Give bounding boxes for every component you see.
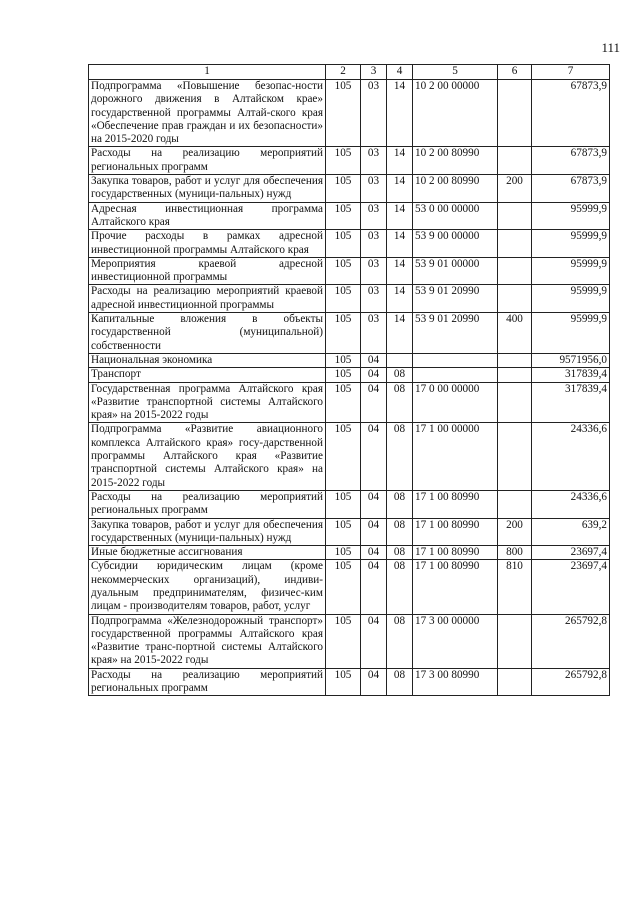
row-name: Государственная программа Алтайского края «Развитие транспортной системы Алтайского края» на 2015-2022 годы	[89, 382, 326, 423]
cell-expense-type	[498, 614, 532, 668]
cell-admin-code: 105	[326, 353, 361, 367]
cell-admin-code: 105	[326, 147, 361, 175]
row-name: Национальная экономика	[89, 353, 326, 367]
cell-expense-type	[498, 80, 532, 147]
cell-amount: 95999,9	[532, 230, 610, 258]
cell-amount: 24336,6	[532, 423, 610, 490]
cell-target-article: 53 9 01 20990	[413, 313, 498, 354]
cell-admin-code: 105	[326, 382, 361, 423]
row-name: Транспорт	[89, 368, 326, 382]
cell-admin-code: 105	[326, 546, 361, 560]
cell-target-article: 53 9 00 00000	[413, 230, 498, 258]
cell-target-article: 10 2 00 80990	[413, 147, 498, 175]
cell-subsection: 08	[387, 546, 413, 560]
cell-target-article: 17 1 00 80990	[413, 560, 498, 614]
cell-target-article	[413, 353, 498, 367]
table-row	[89, 423, 610, 490]
cell-section: 04	[361, 382, 387, 423]
cell-amount: 95999,9	[532, 285, 610, 313]
cell-amount: 265792,8	[532, 668, 610, 696]
table-row	[89, 80, 610, 147]
cell-expense-type	[498, 285, 532, 313]
cell-subsection: 14	[387, 313, 413, 354]
column-header: 4	[387, 65, 413, 80]
cell-subsection	[387, 353, 413, 367]
cell-amount: 23697,4	[532, 546, 610, 560]
cell-expense-type	[498, 202, 532, 230]
cell-amount: 95999,9	[532, 202, 610, 230]
cell-admin-code: 105	[326, 285, 361, 313]
table-row	[89, 257, 610, 285]
row-name: Адресная инвестиционная программа Алтайского края	[89, 202, 326, 230]
cell-amount: 639,2	[532, 518, 610, 546]
row-name: Расходы на реализацию мероприятий региональных программ	[89, 490, 326, 518]
cell-target-article: 17 3 00 00000	[413, 614, 498, 668]
cell-subsection: 14	[387, 285, 413, 313]
cell-admin-code: 105	[326, 490, 361, 518]
cell-subsection: 08	[387, 368, 413, 382]
table-row	[89, 147, 610, 175]
cell-expense-type: 800	[498, 546, 532, 560]
cell-subsection: 08	[387, 490, 413, 518]
cell-section: 04	[361, 518, 387, 546]
cell-section: 03	[361, 257, 387, 285]
cell-target-article: 17 1 00 00000	[413, 423, 498, 490]
row-name: Расходы на реализацию мероприятий региональных программ	[89, 147, 326, 175]
table-row	[89, 353, 610, 367]
header-row	[89, 65, 610, 80]
cell-section: 03	[361, 147, 387, 175]
cell-admin-code: 105	[326, 80, 361, 147]
budget-table	[88, 64, 610, 696]
cell-target-article: 17 0 00 00000	[413, 382, 498, 423]
table-row	[89, 202, 610, 230]
cell-subsection: 14	[387, 202, 413, 230]
table-row	[89, 230, 610, 258]
table-row	[89, 668, 610, 696]
table-row	[89, 382, 610, 423]
cell-subsection: 14	[387, 230, 413, 258]
cell-amount: 67873,9	[532, 80, 610, 147]
cell-target-article: 17 1 00 80990	[413, 518, 498, 546]
table-row	[89, 313, 610, 354]
cell-expense-type	[498, 668, 532, 696]
cell-amount: 23697,4	[532, 560, 610, 614]
row-name: Закупка товаров, работ и услуг для обеспечения государственных (муници-пальных) нужд	[89, 175, 326, 203]
cell-section: 03	[361, 175, 387, 203]
table-row	[89, 560, 610, 614]
cell-amount: 95999,9	[532, 313, 610, 354]
cell-subsection: 08	[387, 668, 413, 696]
cell-subsection: 08	[387, 518, 413, 546]
cell-section: 04	[361, 353, 387, 367]
cell-section: 03	[361, 285, 387, 313]
table-body	[89, 80, 610, 696]
cell-admin-code: 105	[326, 518, 361, 546]
cell-amount: 67873,9	[532, 175, 610, 203]
cell-expense-type	[498, 353, 532, 367]
cell-amount: 317839,4	[532, 368, 610, 382]
cell-admin-code: 105	[326, 560, 361, 614]
cell-expense-type	[498, 257, 532, 285]
cell-expense-type	[498, 382, 532, 423]
cell-amount: 9571956,0	[532, 353, 610, 367]
page-number: 111	[601, 40, 620, 55]
cell-admin-code: 105	[326, 230, 361, 258]
cell-expense-type: 200	[498, 175, 532, 203]
cell-target-article: 53 9 01 00000	[413, 257, 498, 285]
cell-target-article: 17 1 00 80990	[413, 546, 498, 560]
cell-subsection: 08	[387, 382, 413, 423]
cell-section: 03	[361, 202, 387, 230]
cell-subsection: 08	[387, 423, 413, 490]
row-name: Подпрограмма «Повышение безопас-ности дорожного движения в Алтайском крае» государственной программы Алтай-ского края «Обеспечение прав граждан и их безопасности» на 2015-2020 годы	[89, 80, 326, 147]
cell-section: 04	[361, 546, 387, 560]
cell-section: 04	[361, 668, 387, 696]
cell-target-article: 53 0 00 00000	[413, 202, 498, 230]
cell-expense-type	[498, 423, 532, 490]
column-header: 5	[413, 65, 498, 80]
cell-target-article: 10 2 00 80990	[413, 175, 498, 203]
table-row	[89, 490, 610, 518]
row-name: Мероприятия краевой адресной инвестиционной программы	[89, 257, 326, 285]
cell-target-article	[413, 368, 498, 382]
cell-expense-type	[498, 490, 532, 518]
cell-section: 04	[361, 614, 387, 668]
cell-section: 03	[361, 230, 387, 258]
row-name: Подпрограмма «Железнодорожный транспорт» государственной программы Алтайского края «Развитие транс-портной системы Алтайского края» на 2015-2022 годы	[89, 614, 326, 668]
cell-amount: 317839,4	[532, 382, 610, 423]
cell-subsection: 14	[387, 175, 413, 203]
cell-expense-type: 400	[498, 313, 532, 354]
table-row	[89, 546, 610, 560]
row-name: Прочие расходы в рамках адресной инвестиционной программы Алтайского края	[89, 230, 326, 258]
cell-target-article: 53 9 01 20990	[413, 285, 498, 313]
cell-target-article: 17 3 00 80990	[413, 668, 498, 696]
cell-admin-code: 105	[326, 175, 361, 203]
cell-amount: 67873,9	[532, 147, 610, 175]
cell-target-article: 10 2 00 00000	[413, 80, 498, 147]
column-header: 1	[89, 65, 326, 80]
cell-admin-code: 105	[326, 313, 361, 354]
cell-section: 04	[361, 560, 387, 614]
cell-subsection: 14	[387, 80, 413, 147]
row-name: Капитальные вложения в объекты государственной (муниципальной) собственности	[89, 313, 326, 354]
cell-admin-code: 105	[326, 668, 361, 696]
row-name: Расходы на реализацию мероприятий региональных программ	[89, 668, 326, 696]
cell-section: 04	[361, 423, 387, 490]
cell-amount: 95999,9	[532, 257, 610, 285]
cell-subsection: 08	[387, 560, 413, 614]
cell-section: 03	[361, 80, 387, 147]
column-header: 7	[532, 65, 610, 80]
cell-expense-type	[498, 147, 532, 175]
cell-admin-code: 105	[326, 614, 361, 668]
table-row	[89, 175, 610, 203]
table-row	[89, 518, 610, 546]
cell-expense-type: 200	[498, 518, 532, 546]
cell-expense-type	[498, 368, 532, 382]
cell-amount: 265792,8	[532, 614, 610, 668]
table-row	[89, 614, 610, 668]
row-name: Иные бюджетные ассигнования	[89, 546, 326, 560]
cell-subsection: 08	[387, 614, 413, 668]
cell-admin-code: 105	[326, 368, 361, 382]
cell-admin-code: 105	[326, 257, 361, 285]
column-header: 2	[326, 65, 361, 80]
table-row	[89, 285, 610, 313]
cell-section: 03	[361, 313, 387, 354]
cell-subsection: 14	[387, 147, 413, 175]
cell-section: 04	[361, 490, 387, 518]
column-header: 3	[361, 65, 387, 80]
row-name: Субсидии юридическим лицам (кроме некоммерческих организаций), индиви-дуальным предпринимателям, физичес-ким лицам - производителям товаров, работ, услуг	[89, 560, 326, 614]
cell-admin-code: 105	[326, 423, 361, 490]
table-row	[89, 368, 610, 382]
cell-admin-code: 105	[326, 202, 361, 230]
cell-target-article: 17 1 00 80990	[413, 490, 498, 518]
row-name: Расходы на реализацию мероприятий краевой адресной инвестиционной программы	[89, 285, 326, 313]
cell-section: 04	[361, 368, 387, 382]
column-header: 6	[498, 65, 532, 80]
row-name: Закупка товаров, работ и услуг для обеспечения государственных (муници-пальных) нужд	[89, 518, 326, 546]
cell-expense-type: 810	[498, 560, 532, 614]
cell-amount: 24336,6	[532, 490, 610, 518]
cell-subsection: 14	[387, 257, 413, 285]
row-name: Подпрограмма «Развитие авиационного комплекса Алтайского края» госу-дарственной программы Алтайского края «Развитие транспортной системы Алтайского края» на 2015-2022 годы	[89, 423, 326, 490]
cell-expense-type	[498, 230, 532, 258]
